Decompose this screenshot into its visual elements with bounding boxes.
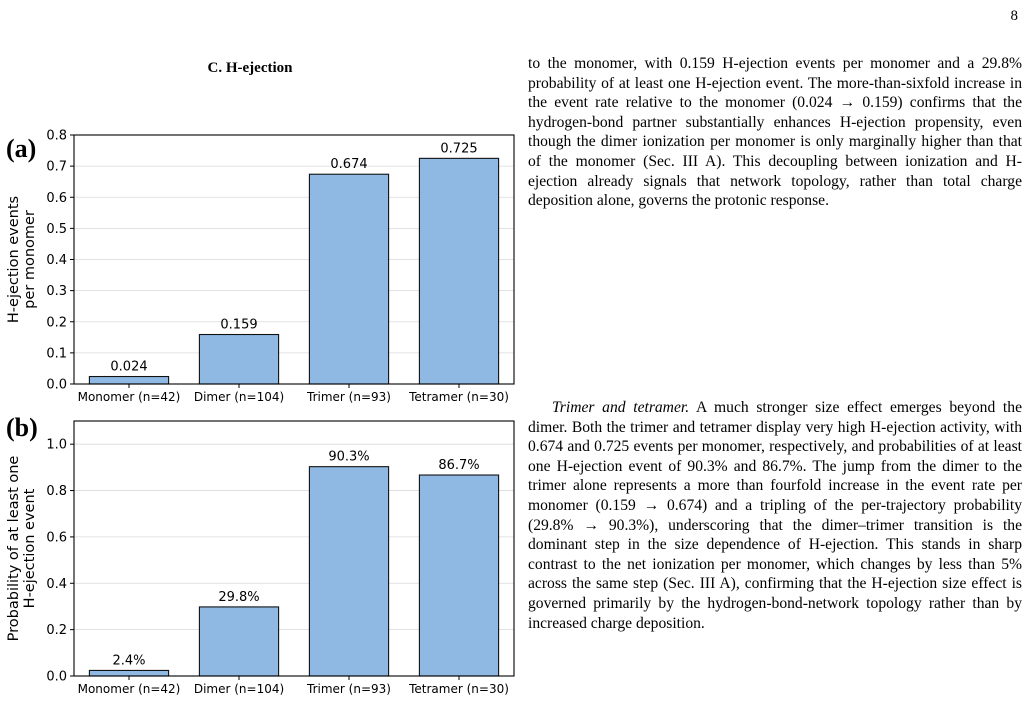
x-tick-label: Trimer (n=93) [307,682,391,696]
bar [309,174,388,384]
data-label: 0.674 [330,157,368,173]
bar [199,335,278,384]
y-tick-label: 0.1 [46,346,67,362]
bar [199,607,278,676]
data-label: 2.4% [112,653,146,669]
paragraph-trimer-tetramer [528,398,1022,633]
y-tick-label: 0.4 [46,576,67,592]
y-tick-label: 0.2 [46,623,67,639]
y-tick-label: 0.6 [46,530,67,546]
bar [89,377,168,384]
bar [419,475,498,676]
y-tick-label: 0.2 [46,315,67,331]
y-tick-label: 0.7 [46,159,67,175]
y-tick-label: 0.4 [46,253,67,268]
y-axis-label: H-ejection events [6,195,22,324]
section-heading: C. H-ejection [207,60,293,76]
text-column-bottom [528,398,1022,633]
y-tick-label: 0.3 [46,284,67,300]
y-tick-label: 0.0 [46,377,67,393]
data-label: 86.7% [438,458,480,474]
chart-b-probability [0,414,520,721]
panel-label-a: (a) [6,134,37,163]
y-tick-label: 1.0 [46,437,67,453]
paragraph-heading: Trimer and tetramer. [552,399,690,416]
data-label: 0.159 [220,317,258,333]
x-tick-label: Trimer (n=93) [307,390,391,404]
data-label: 0.725 [440,141,478,157]
y-axis-label: Probability of at least one [6,455,22,642]
chart-a-events-per-monomer [0,128,520,410]
y-tick-label: 0.5 [46,221,67,237]
x-tick-label: Tetramer (n=30) [409,682,509,696]
paragraph-body: A much stronger size effect emerges beyond the dimer. Both the trimer and tetramer display very high H-ejection activity, with 0.674 and 0.725 events per monomer, respectively, and probabilities of at least one H-ejection event of 90.3% and 86.7%. The jump from the dimer to the trimer alone represents a more than fourfold increase in the event rate per monomer (0.159 → 0.674) and a tripling of the per-trajectory probability (29.8% → 90.3%), underscoring that the dimer–trimer transition is the dominant step in the size dependence of H-ejection. This stands in sharp contrast to the net ionization per monomer, which changes by less than 5% across the same step (Sec. III A), confirming that the H-ejection size effect is governed primarily by the hydrogen-bond-network topology rather than by increased charge deposition. [528,399,1022,632]
x-tick-label: Dimer (n=104) [193,682,285,696]
y-tick-label: 0.8 [46,484,67,500]
x-tick-label: Dimer (n=104) [193,390,285,404]
y-tick-label: 0.0 [46,669,67,685]
bar [89,670,168,676]
page-number: 8 [1010,8,1018,24]
paragraph-dimer: to the monomer, with 0.159 H-ejection events per monomer and a 29.8% probability of at least one H-ejection event. The more-than-sixfold increase in the event rate relative to the monomer (0.024 → 0.159) confirms that the hydrogen-bond partner substantially enhances H-ejection propensity, even though the dimer ionization per monomer is only marginally higher than that of the monomer (Sec. III A). This decoupling between ionization and H-ejection already signals that network topology, rather than total charge deposition alone, governs the protonic response. [528,55,1022,210]
data-label: 90.3% [328,449,370,465]
y-axis-label: per monomer [22,210,38,309]
data-label: 29.8% [218,589,260,605]
x-tick-label: Tetramer (n=30) [409,390,509,404]
x-tick-label: Monomer (n=42) [77,390,181,404]
x-tick-label: Monomer (n=42) [77,682,181,696]
panel-label-b: (b) [6,413,38,442]
bar [419,158,498,384]
text-column-top [528,54,1022,211]
y-axis-label: H-ejection event [22,488,38,609]
y-tick-label: 0.8 [46,128,67,144]
bar [309,467,388,676]
y-tick-label: 0.6 [46,190,67,206]
data-label: 0.024 [110,359,148,375]
